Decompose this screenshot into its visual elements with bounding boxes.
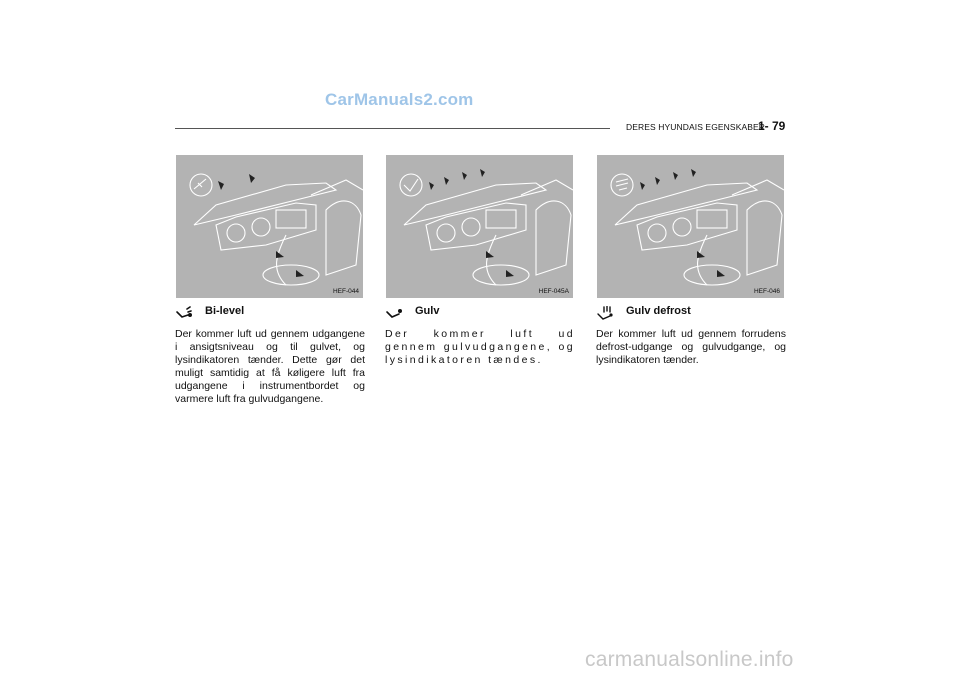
dashboard-illustration-floor xyxy=(386,155,573,298)
section-body: Der kommer luft ud gennem udgangene i ansigtsniveau og til gulvet, og lysindikatoren tænder. Dette gør det muligt samtidig at få køligere luft fra udgangene i instrumentbordet og varmere luft fra gulvudgangene. xyxy=(175,328,365,405)
figure-code: HEF-044 xyxy=(332,288,359,295)
floor-mode-icon xyxy=(385,306,403,322)
section-bi-level xyxy=(175,305,365,406)
dashboard-drawing xyxy=(176,155,363,298)
header-rule xyxy=(175,128,610,129)
watermark-bottom[interactable]: carmanualsonline.info xyxy=(585,648,794,671)
bi-level-mode-icon xyxy=(175,306,193,322)
section-heading: Gulv defrost xyxy=(626,305,691,317)
dashboard-illustration-floor-defrost xyxy=(597,155,784,298)
section-heading: Bi-level xyxy=(205,305,245,317)
section-floor-defrost xyxy=(596,305,786,367)
page-number: 1- 79 xyxy=(758,119,786,133)
section-body: Der kommer luft ud gennem forrudens defrost-udgange og gulvudgange, og lysindikatoren tænder. xyxy=(596,328,786,366)
dashboard-drawing xyxy=(386,155,573,298)
dashboard-drawing xyxy=(597,155,784,298)
header-title: DERES HYUNDAIS EGENSKABER xyxy=(626,122,766,132)
section-heading: Gulv xyxy=(415,305,440,317)
figure-code: HEF-045A xyxy=(538,288,569,295)
section-body: Der kommer luft ud gennem gulvudgangene, og lysindikatoren tændes. xyxy=(385,328,575,366)
floor-defrost-mode-icon xyxy=(596,306,614,322)
section-floor xyxy=(385,305,575,367)
dashboard-illustration-bi-level xyxy=(176,155,363,298)
watermark-top[interactable]: CarManuals2.com xyxy=(325,90,474,109)
figure-code: HEF-046 xyxy=(753,288,780,295)
